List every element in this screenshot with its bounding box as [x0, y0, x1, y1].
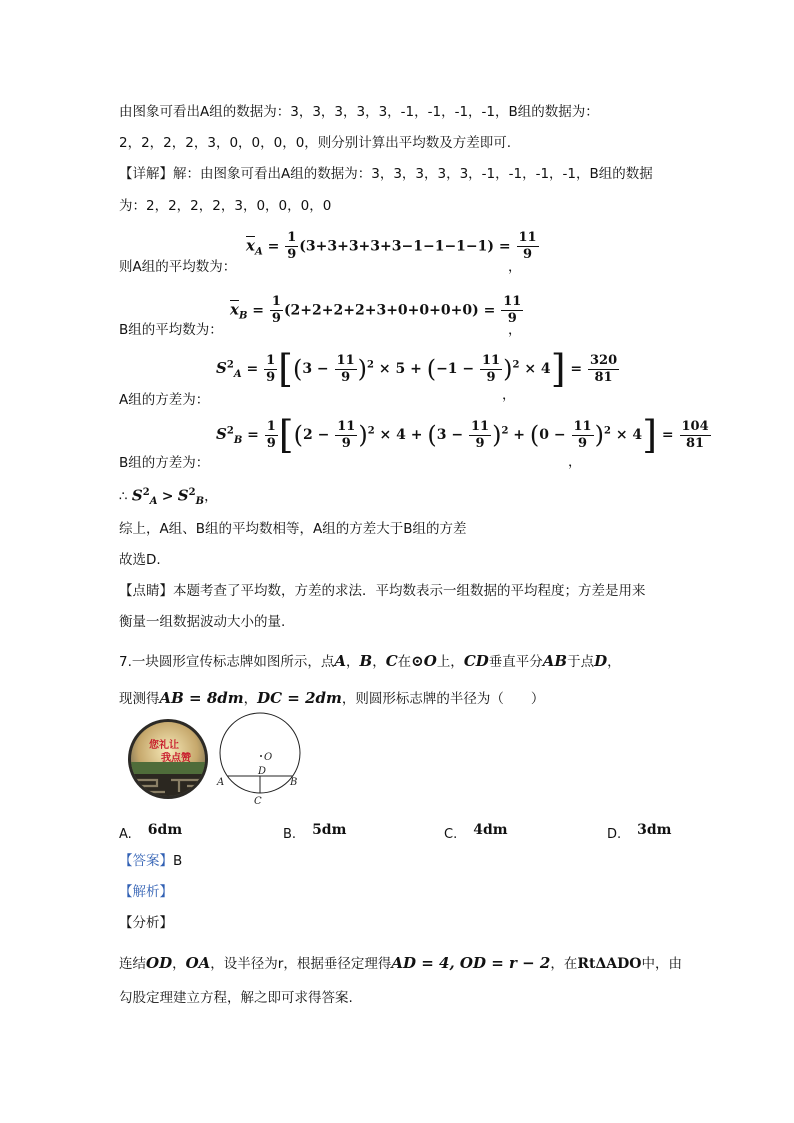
circle-diagram: [212, 708, 304, 808]
label-c: C: [254, 796, 262, 807]
fenxi-heading: 【分析】: [119, 915, 173, 931]
detail-text-2: 为：2，2，2，2，3，0，0，0，0: [119, 198, 332, 214]
solution-text-2: 2，2，2，2，3，0，0，0，0，则分别计算出平均数及方差即可.: [119, 135, 512, 151]
mean-b-label: B组的平均数为：: [119, 322, 223, 338]
var-b-equation: $S^2_B$ = $\frac{1}{9}$ [(2 − $\frac{11}{9}$ )$^2$ × 4 + (3 − $\frac{11}{9}$ )$^2$ + (0 − $\frac{11}{9}$ )$^2$ × 4] = $\frac{104}{81}$: [216, 413, 709, 457]
question-7-line-2: 现测得AB = 8dm，DC = 2dm，则圆形标志牌的半径为（ ）: [119, 689, 545, 707]
var-b-label: B组的方差为：: [119, 455, 210, 471]
badge-photo: [127, 718, 209, 800]
var-a-equation: $S^2_A$ = $\frac{1}{9}$ [(3 − $\frac{11}{9}$ )$^2$ × 5 + (−1 − $\frac{11}{9}$ )$^2$ × 4] = $\frac{320}{81}$: [216, 347, 618, 391]
label-o: O: [264, 752, 273, 763]
question-7-line-1: 7.一块圆形宣传标志牌如图所示，点A，B，C在⊙O上，CD垂直平分AB于点D，: [119, 652, 621, 670]
badge-text-1: 您礼让: [149, 740, 179, 751]
label-b: B: [290, 777, 298, 788]
badge-text-2: 我点赞: [161, 753, 191, 764]
option-b[interactable]: B. 5dm: [283, 822, 347, 842]
mean-b-equation: $\overline{x}_B$ = $\frac{1}{9}$ (2+2+2+2+3+0+0+0+0) = $\frac{11}{9}$: [230, 294, 522, 326]
comma-2: ，: [508, 322, 522, 338]
analysis-line-2: 勾股定理建立方程，解之即可求得答案.: [119, 990, 353, 1006]
tip-text-2: 衡量一组数据波动大小的量.: [119, 614, 286, 630]
therefore-line: ∴ $S^2_A > S^2_B$，: [119, 486, 218, 508]
summary-text: 综上，A组、B组的平均数相等，A组的方差大于B组的方差: [119, 521, 467, 537]
label-a: A: [217, 777, 225, 788]
answer-line: 【答案】B: [119, 853, 183, 869]
analysis-heading: 【解析】: [119, 884, 173, 900]
option-c[interactable]: C. 4dm: [444, 822, 508, 842]
label-d: D: [258, 766, 267, 777]
solution-text-1: 由图象可看出A组的数据为：3，3，3，3，3，-1，-1，-1，-1，B组的数据为：: [119, 104, 599, 120]
tip-text-1: 【点睛】本题考查了平均数，方差的求法．平均数表示一组数据的平均程度；方差是用来: [119, 583, 646, 599]
mean-a-equation: $\overline{x}_A$ = $\frac{1}{9}$ (3+3+3+3+3−1−1−1−1) = $\frac{11}{9}$: [246, 230, 537, 262]
var-a-label: A组的方差为：: [119, 392, 210, 408]
comma-1: ，: [508, 259, 522, 275]
comma-3: ，: [502, 387, 516, 403]
comma-4: ，: [568, 454, 582, 470]
option-d[interactable]: D. 3dm: [607, 822, 672, 842]
choose-text: 故选D.: [119, 552, 161, 568]
analysis-line-1: 连结OD，OA，设半径为r，根据垂径定理得AD = 4, OD = r − 2，在RtΔADO中，由: [119, 954, 683, 972]
option-a[interactable]: A. 6dm: [119, 822, 183, 842]
mean-a-label: 则A组的平均数为：: [119, 259, 237, 275]
detail-text-1: 【详解】解：由图象可看出A组的数据为：3，3，3，3，3，-1，-1，-1，-1，B组的数据: [119, 166, 653, 182]
